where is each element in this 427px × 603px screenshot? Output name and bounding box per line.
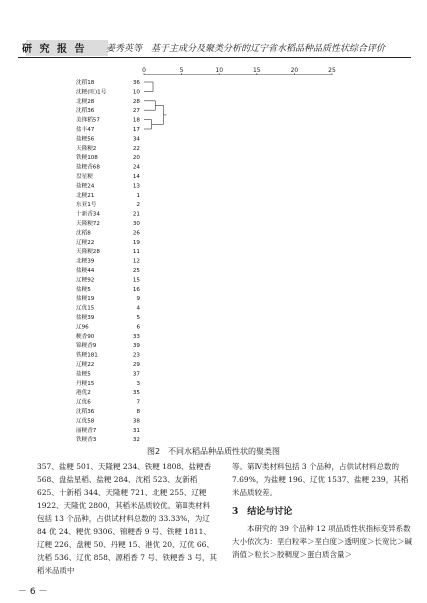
leaf-number: 22 [132, 145, 140, 152]
leaf-number: 28 [132, 98, 140, 105]
leaf-label: 辽粳92 [76, 277, 95, 284]
leaf-label: 辽优6 [76, 399, 91, 406]
leaf-number: 31 [132, 427, 140, 434]
leaf-number: 10 [132, 89, 140, 96]
leaf-number: 1 [136, 192, 140, 199]
leaf-number: 20 [132, 155, 140, 162]
leaf-number: 7 [136, 399, 140, 406]
body-column-right [232, 460, 412, 561]
section-paragraph: 本研究的 39 个品种 12 项品质性状指标变异系数大小依次为：垩白粒率＞垩白度＞透明度＞长宽比＞碱消值＞粒长＞胶稠度＞蛋白质含量＞ [232, 524, 412, 559]
leaf-label: 辽粳22 [76, 362, 95, 368]
leaf-number: 9 [136, 296, 140, 303]
body-column-left [37, 460, 217, 577]
dendrogram-svg [18, 64, 411, 444]
dendrogram-figure [18, 64, 411, 444]
leaf-number: 4 [136, 305, 140, 312]
leaf-label: 锦粳香9 [76, 343, 97, 350]
leaf-label: 盐粳19 [76, 296, 95, 303]
leaf-number: 39 [132, 343, 140, 350]
leaf-label: 港优2 [76, 390, 91, 397]
leaf-number: 17 [132, 127, 140, 133]
leaf-number: 33 [132, 333, 140, 340]
leaf-label: 盘星粳 [76, 174, 93, 180]
leaf-label: 盐粳香68 [76, 164, 100, 171]
leaf-label: 盐粳5 [76, 286, 91, 293]
x-tick-label: 25 [328, 67, 336, 74]
leaf-number: 30 [132, 221, 140, 227]
leaf-number: 29 [132, 362, 140, 368]
leaf-label: 粳香90 [76, 333, 95, 340]
x-tick-label: 5 [179, 67, 184, 74]
leaf-label: 盐粳44 [76, 268, 95, 274]
x-tick-label: 15 [252, 67, 261, 74]
leaf-number: 11 [132, 249, 140, 256]
leaf-label: 北粳28 [76, 98, 95, 105]
leaf-label: 沈粳(旺)1号 [76, 89, 107, 96]
leaf-number: 38 [132, 418, 140, 425]
leaf-number: 19 [132, 239, 140, 246]
leaf-number: 14 [132, 174, 140, 180]
leaf-label: 辽粳22 [76, 239, 95, 246]
leaf-label: 十新香34 [76, 211, 100, 218]
leaf-label: 沈稻36 [76, 108, 95, 115]
leaf-label: 沈稻36 [76, 409, 95, 415]
leaf-number: 2 [136, 202, 140, 209]
leaf-number: 23 [132, 352, 140, 359]
leaf-number: 18 [132, 117, 140, 124]
leaf-label: 盐粳39 [76, 315, 95, 321]
leaf-label: 天隆粳2 [76, 145, 97, 152]
leaf-label: 丽粳香7 [76, 427, 97, 434]
leaf-label: 丹粳15 [76, 380, 95, 387]
section-heading: 3 结论与讨论 [232, 507, 293, 517]
leaf-number: 8 [136, 409, 140, 415]
leaf-label: 盐粳5 [76, 371, 91, 378]
leaf-label: 天隆粳72 [76, 221, 100, 227]
leaf-number: 21 [132, 211, 140, 218]
page-number: － 6 － [18, 587, 48, 597]
leaf-number: 5 [136, 315, 140, 321]
leaf-label: 辽优58 [76, 418, 95, 425]
leaf-number: 37 [132, 371, 140, 378]
leaf-number: 6 [136, 324, 140, 331]
x-tick-label: 20 [290, 67, 299, 74]
x-tick-label: 0 [142, 67, 146, 74]
leaf-number: 3 [136, 380, 140, 387]
leaf-number: 34 [132, 136, 140, 143]
leaf-label: 铁粳香3 [76, 437, 97, 444]
leaf-label: 东亚1号 [76, 202, 97, 209]
leaf-number: 24 [132, 164, 140, 171]
leaf-label: 北粳39 [76, 258, 95, 265]
leaf-number: 13 [132, 183, 140, 190]
leaf-number: 25 [132, 268, 140, 274]
leaf-label: 辽优15 [76, 305, 95, 312]
leaf-number: 32 [132, 437, 140, 444]
leaf-label: 北粳21 [76, 192, 95, 199]
leaf-label: 铁粳181 [76, 352, 98, 359]
leaf-label: 天隆粳28 [76, 249, 100, 256]
leaf-label: 辽96 [76, 324, 89, 331]
leaf-label: 盐粳56 [76, 136, 95, 143]
header-rule [18, 57, 411, 58]
leaf-number: 15 [132, 277, 140, 284]
leaf-label: 铁粳108 [76, 155, 98, 162]
leaf-label: 盐粳24 [76, 183, 95, 190]
leaf-label: 美锋稻57 [76, 117, 100, 124]
body-paragraph-left: 357、盐粳 501、天隆粳 234、铁粳 1808、盐粳香 568、盘盐星稻、盐粳 284、沈稻 523、友新稻 625、十新稻 344、天隆粳 721、北粳 255、辽粳 1922、天隆优 2800，其稻米品质较优。第Ⅱ类材料包括 13 个品种，占供试材料总数的 33.33%，为辽 84 优 24、粳优 9306、锦粳香 9 号、铁粳 1811、辽粳 226、盘粳 50、丹粳 15、港优 20、辽优 66、沈稻 536、辽优 858、源稻香 7 号、铁粳香 3 号，其稻米品质中 [37, 462, 217, 575]
leaf-number: 16 [132, 286, 140, 293]
x-tick-label: 10 [215, 67, 224, 74]
leaf-label: 沈稻18 [76, 80, 95, 86]
leaf-number: 12 [132, 258, 140, 265]
leaf-number: 35 [132, 390, 140, 397]
figure-caption: 图2 不同水稻品种品质性状的聚类图 [146, 447, 281, 456]
leaf-number: 26 [132, 230, 140, 237]
leaf-number: 36 [132, 80, 140, 86]
leaf-label: 盐丰47 [76, 127, 95, 133]
section-tag: 研 究 报 告 [22, 44, 87, 55]
leaf-label: 沈稻8 [76, 230, 91, 237]
leaf-number: 27 [132, 108, 140, 115]
body-paragraph-right: 等。第Ⅳ类材料包括 3 个品种，占供试材料总数的 7.69%，为盐粳 196、辽优 1537、盐粳 239，其稻米品质较差。 [232, 462, 409, 497]
running-title: 姜秀英等 基于主成分及聚类分析的辽宁省水稻品种品质性状综合评价 [106, 44, 386, 54]
